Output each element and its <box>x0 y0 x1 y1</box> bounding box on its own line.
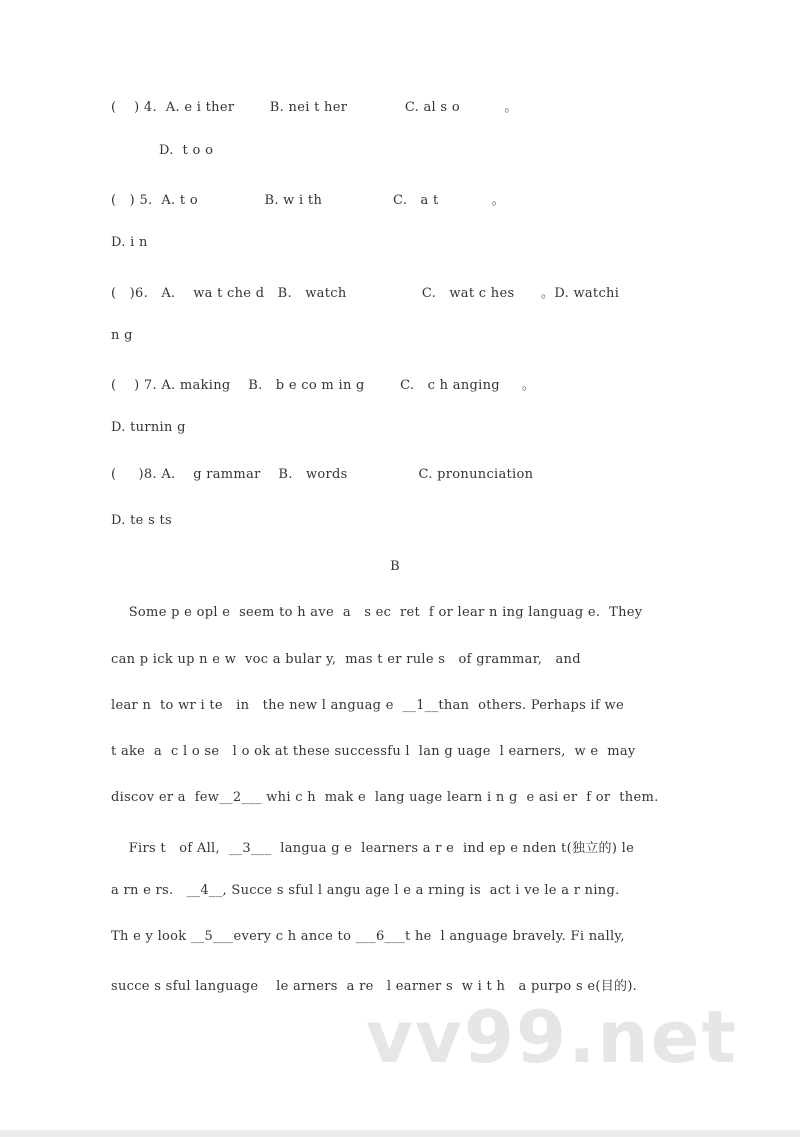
page-bottom-edge <box>0 1130 800 1137</box>
watermark: vv99.net <box>366 995 738 1079</box>
question-5-options: ( ) 5. A. t o B. w i th C. a t 。 <box>111 193 506 208</box>
passage-line: can p ick up n e w voc a bular y, mas t er rule s of grammar, and <box>111 652 581 667</box>
passage-line: Some p e opl e seem to h ave a s ec ret f or lear n ing languag e. They <box>111 605 643 620</box>
question-8-options: ( )8. A. g rammar B. words C. pronunciation <box>111 467 534 482</box>
passage-line: succe s sful language le arners a re l earner s w i t h a purpo s e(目的). <box>111 979 638 994</box>
question-5-option-d: D. i n <box>111 235 148 250</box>
section-b-heading: B <box>390 559 400 574</box>
question-7-option-d: D. turnin g <box>111 420 186 435</box>
passage-line: lear n to wr i te in the new l anguag e __1__than others. Perhaps if we <box>111 698 624 713</box>
passage-line: Firs t of All, __3___ langua g e learners a r e ind ep e nden t(独立的) le <box>111 841 635 856</box>
question-6-option-d-cont: n g <box>111 328 133 343</box>
passage-line: t ake a c l o se l o ok at these successfu l lan g uage l earners, w e may <box>111 744 636 759</box>
question-4-option-d: D. t o o <box>159 143 214 158</box>
question-7-options: ( ) 7. A. making B. b e co m in g C. c h anging 。 <box>111 378 536 393</box>
question-8-option-d: D. te s ts <box>111 513 172 528</box>
passage-line: discov er a few__2___ whi c h mak e lang uage learn i n g e asi er f or them. <box>111 790 659 805</box>
passage-line: Th e y look __5___every c h ance to ___6___t he l anguage bravely. Fi nally, <box>111 929 625 944</box>
question-6-options: ( )6. A. wa t che d B. watch C. wat c hes 。D. watchi <box>111 286 620 301</box>
question-4-options: ( ) 4. A. e i ther B. nei t her C. al s o 。 <box>111 100 518 115</box>
passage-line: a rn e rs. __4__, Succe s sful l angu age l e a rning is act i ve le a r ning. <box>111 883 620 898</box>
